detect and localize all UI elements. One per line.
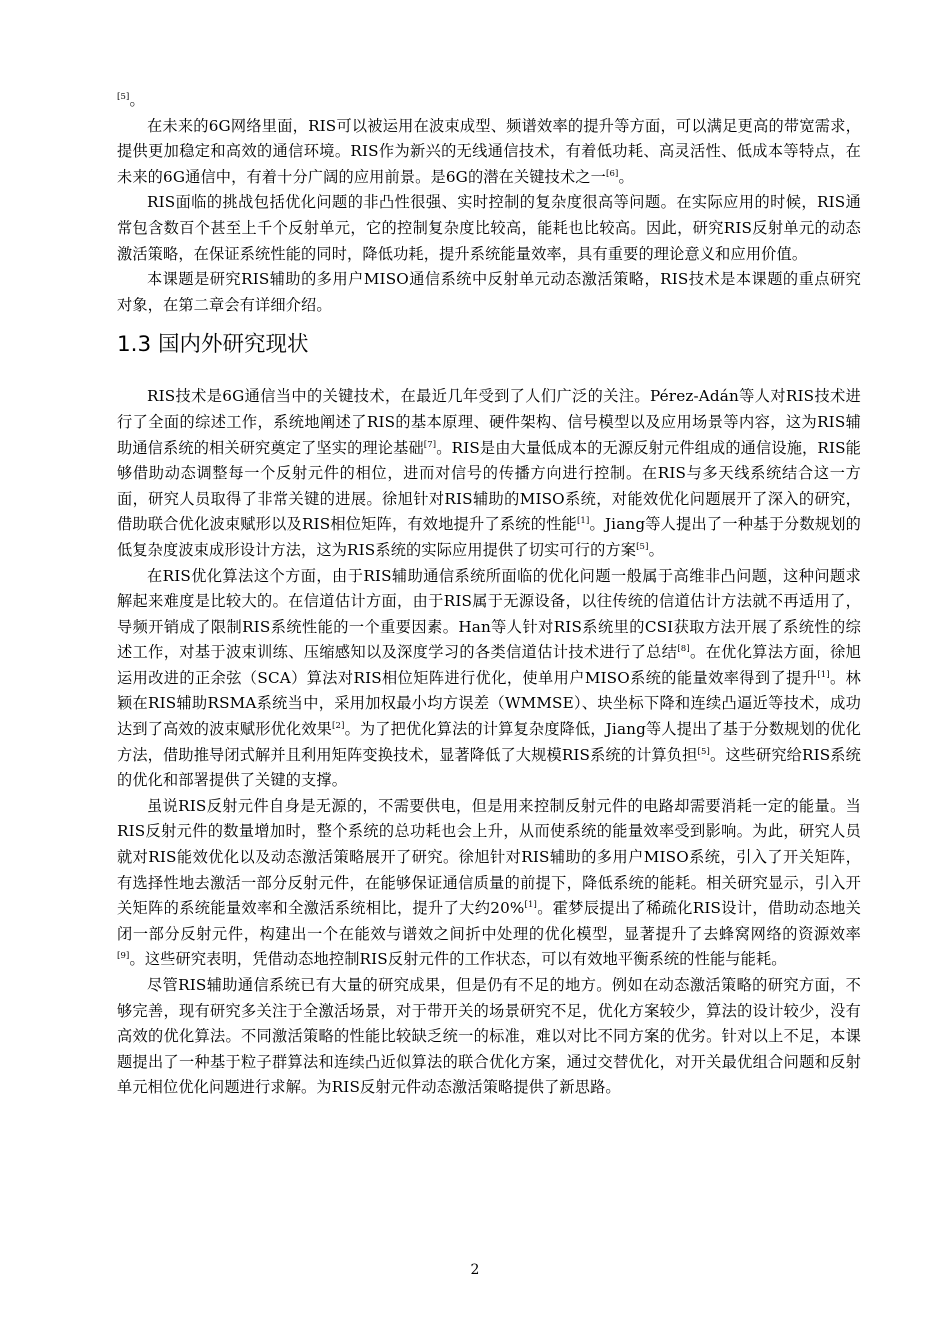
citation: [6] — [605, 168, 619, 179]
paragraph-ris-overview: RIS技术是6G通信当中的关键技术，在最近几年受到了人们广泛的关注。Pérez-Adán等人对RIS技术进行了全面的综述工作，系统地阐述了RIS的基本原理、硬件架构、信号模型以及应用场景等内容，这为RIS辅助通信系统的相关研究奠定了坚实的理论基础[7]。RIS是由大量低成本的无源反射元件组成的通信设施，RIS能够借助动态调整每一个反射元件的相位，进而对信号的传播方向进行控制。在RIS与多天线系统结合这一方面，研究人员取得了非常关键的进展。徐旭针对RIS辅助的MISO系统，对能效优化问题展开了深入的研究，借助联合优化波束赋形以及RIS相位矩阵，有效地提升了系统的性能[1]。Jiang等人提出了一种基于分数规划的低复杂度波束成形设计方法，这为RIS系统的实际应用提供了切实可行的方案[5]。 — [117, 387, 861, 559]
paragraph-6g-applications: 在未来的6G网络里面，RIS可以被运用在波束成型、频谱效率的提升等方面，可以满足更高的带宽需求，提供更加稳定和高效的通信环境。RIS作为新兴的无线通信技术，有着低功耗、高灵活性、低成本等特点，在未来的6G通信中，有着十分广阔的应用前景。是6G的潜在关键技术之一[6]。 — [117, 116, 861, 186]
page-content — [117, 88, 861, 1101]
citation: [9] — [117, 951, 130, 962]
citation: [1] — [576, 516, 590, 527]
paragraph-energy-efficiency: 虽说RIS反射元件自身是无源的，不需要供电，但是用来控制反射元件的电路却需要消耗一定的能量。当RIS反射元件的数量增加时，整个系统的总功耗也会上升，从而使系统的能量效率受到影响。为此，研究人员就对RIS能效优化以及动态激活策略展开了研究。徐旭针对RIS辅助的多用户MISO系统，引入了开关矩阵，有选择性地去激活一部分反射元件，在能够保证通信质量的前提下，降低系统的能耗。相关研究显示，引入开关矩阵的系统能量效率和全激活系统相比，提升了大约20%[1]。霍梦辰提出了稀疏化RIS设计，借助动态地关闭一部分反射元件，构建出一个在能效与谱效之间折中处理的优化模型，显著提升了去蜂窝网络的资源效率[9]。这些研究表明，凭借动态地控制RIS反射元件的工作状态，可以有效地平衡系统的性能与能耗。 — [117, 796, 861, 969]
paragraph-topic-intro: 本课题是研究RIS辅助的多用户MISO通信系统中反射单元动态激活策略，RIS技术是本课题的重点研究对象，在第二章会有详细介绍。 — [117, 270, 861, 314]
citation: [5] — [697, 746, 710, 757]
citation: [8] — [677, 644, 690, 655]
section-heading: 1.3 国内外研究现状 — [117, 332, 309, 358]
paragraph-research-gaps: 尽管RIS辅助通信系统已有大量的研究成果，但是仍有不足的地方。例如在动态激活策略的研究方面，不够完善，现有研究多关注于全激活场景，对于带开关的场景研究不足，优化方案较少，算法的设计较少，没有高效的优化算法。不同激活策略的性能比较缺乏统一的标准，难以对比不同方案的优劣。针对以上不足，本课题提出了一种基于粒子群算法和连续凸近似算法的联合优化方案，通过交替优化，对开关最优组合问题和反射单元相位优化问题进行求解。为RIS反射元件动态激活策略提供了新思路。 — [117, 976, 861, 1097]
continued-text-fragment: [5]。 — [117, 91, 145, 109]
page-number: 2 — [470, 1262, 480, 1278]
citation: [1] — [524, 900, 537, 911]
citation: [2] — [332, 721, 345, 732]
citation: [5] — [117, 92, 130, 102]
citation: [5] — [636, 541, 649, 552]
citation: [7] — [423, 439, 437, 450]
paragraph-optimization-algorithms: 在RIS优化算法这个方面，由于RIS辅助通信系统所面临的优化问题一般属于高维非凸问题，这种问题求解起来难度是比较大的。在信道估计方面，由于RIS属于无源设备，以往传统的信道估计方法就不再适用了，导频开销成了限制RIS系统性能的一个重要因素。Han等人针对RIS系统里的CSI获取方法开展了系统性的综述工作，对基于波束训练、压缩感知以及深度学习的各类信道估计技术进行了总结[8]。在优化算法方面，徐旭运用改进的正余弦（SCA）算法对RIS相位矩阵进行优化，使单用户MISO系统的能量效率得到了提升[1]。林颖在RIS辅助RSMA系统当中，采用加权最小均方误差（WMMSE）、块坐标下降和连续凸逼近等技术，成功达到了高效的波束赋形优化效果[2]。为了把优化算法的计算复杂度降低，Jiang等人提出了基于分数规划的优化方法，借助推导闭式解并且利用矩阵变换技术，显著降低了大规模RIS系统的计算负担[5]。这些研究给RIS系统的优化和部署提供了关键的支撑。 — [117, 566, 861, 790]
citation: [1] — [817, 669, 830, 680]
paragraph-ris-challenges: RIS面临的挑战包括优化问题的非凸性很强、实时控制的复杂度很高等问题。在实际应用的时候，RIS通常包含数百个甚至上千个反射单元，它的控制复杂度比较高，能耗也比较高。因此，研究RIS反射单元的动态激活策略，在保证系统性能的同时，降低功耗，提升系统能量效率，具有重要的理论意义和应用价值。 — [117, 193, 861, 263]
